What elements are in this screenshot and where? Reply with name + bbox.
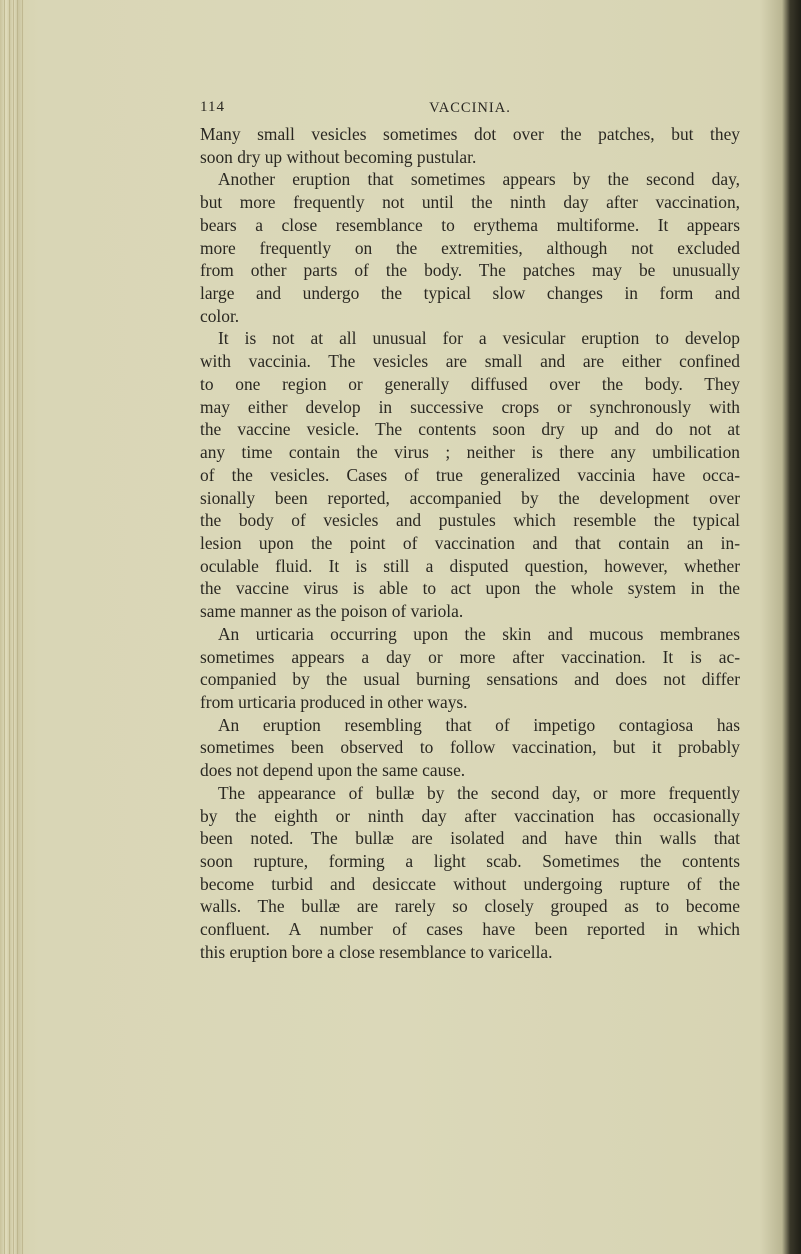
text-line: oculable fluid. It is still a disputed question, however, whether [200, 555, 740, 576]
text-line: with vaccinia. The vesicles are small and are either confined [200, 351, 740, 372]
text-line: does not depend upon the same cause. [200, 760, 466, 781]
text-line: It is not at all unusual for a vesicular eruption to develop [218, 328, 740, 349]
text-line: confluent. A number of cases have been reported in which [200, 919, 740, 940]
text-line: large and undergo the typical slow changes in form and [200, 283, 740, 304]
text-line: from other parts of the body. The patches may be unusually [200, 260, 740, 281]
text-line: sometimes appears a day or more after vaccination. It is ac- [200, 646, 740, 667]
text-line: Another eruption that sometimes appears by the second day, [218, 169, 740, 190]
text-line: soon rupture, forming a light scab. Sometimes the contents [200, 851, 740, 871]
text-line: soon dry up without becoming pustular. [200, 146, 477, 167]
text-line: bears a close resemblance to erythema multiforme. It appears [200, 214, 740, 235]
text-line: An eruption resembling that of impetigo contagiosa has [218, 714, 740, 735]
text-line: the vaccine vesicle. The contents soon dry up and do not at [200, 419, 740, 440]
page-number: 114 [200, 99, 225, 115]
paragraph [200, 123, 740, 168]
text-line: more frequently on the extremities, although not excluded [200, 237, 740, 258]
running-head: VACCINIA. [429, 100, 511, 116]
text-line: color. [200, 305, 240, 326]
paragraph [200, 327, 740, 622]
text-line: to one region or generally diffused over the body. They [200, 373, 740, 394]
paragraph [200, 623, 740, 714]
text-line: Many small vesicles sometimes dot over the patches, but they [200, 124, 740, 144]
text-line: the vaccine virus is able to act upon the whole system in the [200, 578, 740, 599]
text-line: The appearance of bullæ by the second day, or more frequently [218, 782, 740, 803]
page-body [200, 123, 740, 964]
paragraph [200, 168, 740, 327]
paragraph [200, 782, 740, 964]
text-line: An urticaria occurring upon the skin and mucous membranes [218, 623, 740, 644]
text-line: from urticaria produced in other ways. [200, 691, 468, 712]
text-line: may either develop in successive crops or synchronously with [200, 396, 740, 417]
text-line: walls. The bullæ are rarely so closely grouped as to become [200, 896, 740, 917]
text-line: any time contain the virus ; neither is there any umbilication [200, 442, 740, 463]
text-line: lesion upon the point of vaccination and that contain an in- [200, 532, 740, 553]
text-line: sionally been reported, accompanied by the development over [200, 487, 740, 508]
text-line: sometimes been observed to follow vaccination, but it probably [200, 737, 740, 758]
text-line: by the eighth or ninth day after vaccination has occasionally [200, 805, 740, 826]
text-line: the body of vesicles and pustules which resemble the typical [200, 510, 740, 531]
paragraph [200, 714, 740, 782]
text-line: same manner as the poison of variola. [200, 601, 464, 622]
text-line: but more frequently not until the ninth day after vaccination, [200, 192, 740, 213]
text-line: of the vesicles. Cases of true generalized vaccinia have occa- [200, 464, 740, 485]
text-line: companied by the usual burning sensations and does not differ [200, 669, 740, 690]
text-line: this eruption bore a close resemblance to varicella. [200, 941, 553, 962]
text-line: been noted. The bullæ are isolated and have thin walls that [200, 828, 740, 849]
text-line: become turbid and desiccate without undergoing rupture of the [200, 873, 740, 894]
